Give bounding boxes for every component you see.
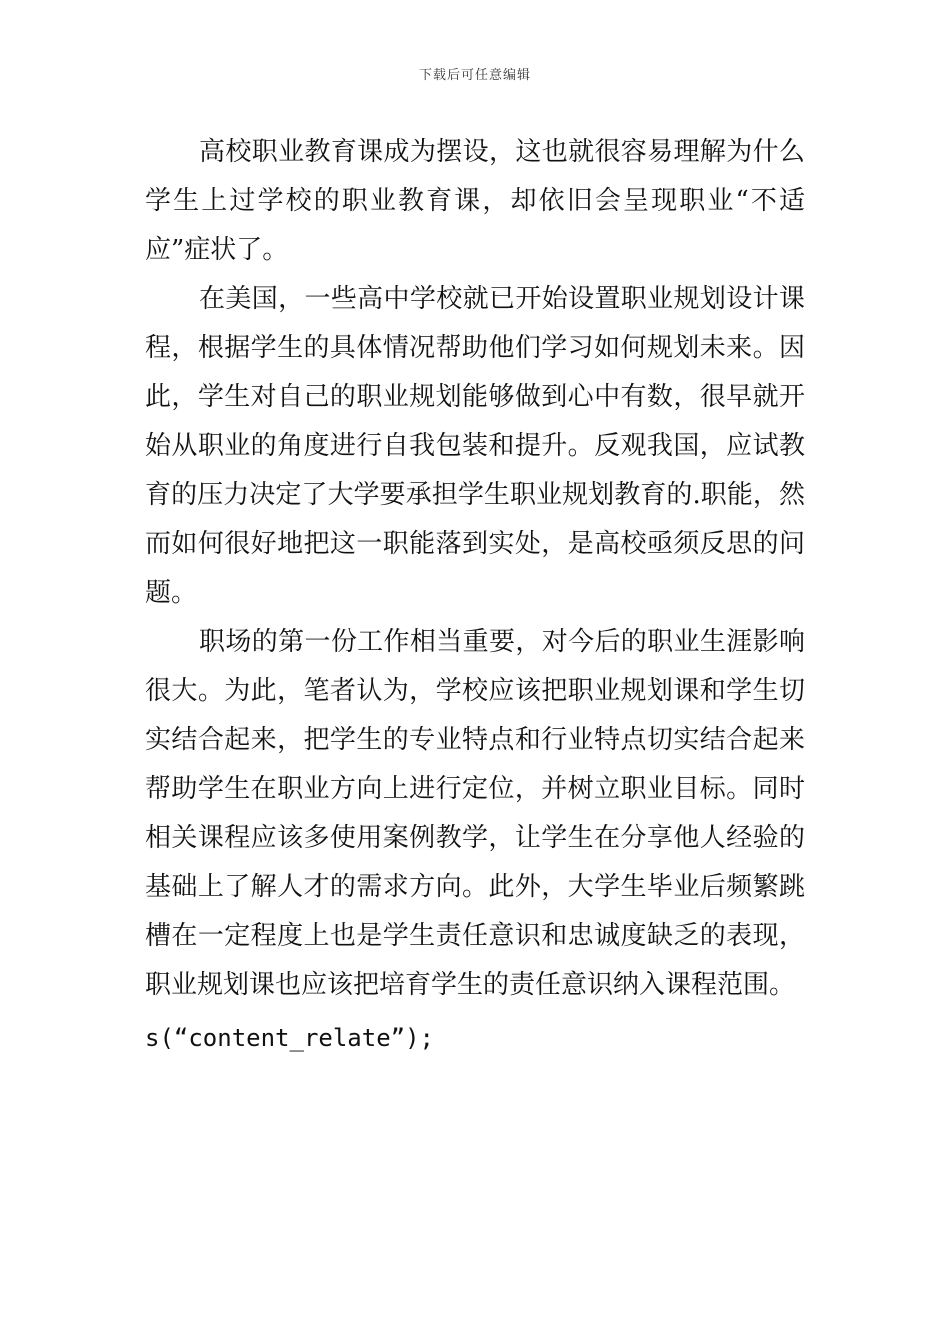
paragraph-line: 始从职业的角度进行自我包装和提升。反观我国，应试教 — [145, 431, 805, 461]
paragraph-line: 高校职业教育课成为摆设，这也就很容易理解为什么 — [199, 137, 805, 167]
paragraph-line: 应”症状了。 — [145, 235, 289, 265]
paragraph-line: 育的压力决定了大学要承担学生职业规划教育的.职能，然 — [145, 480, 805, 510]
paragraph-line: 而如何很好地把这一职能落到实处，是高校亟须反思的问 — [145, 529, 805, 559]
paragraph-line: 职业规划课也应该把培育学生的责任意识纳入课程范围。 — [145, 970, 796, 1000]
paragraph-line: 此，学生对自己的职业规划能够做到心中有数，很早就开 — [145, 382, 805, 412]
paragraph-line: 学生上过学校的职业教育课，却依旧会呈现职业“不适 — [145, 186, 805, 216]
body-text — [145, 128, 805, 1063]
paragraph-line: 在美国，一些高中学校就已开始设置职业规划设计课 — [199, 284, 805, 314]
paragraph-line: 题。 — [145, 578, 198, 608]
paragraph-line: 相关课程应该多使用案例教学，让学生在分享他人经验的 — [145, 823, 805, 853]
paragraph-line: 程，根据学生的具体情况帮助他们学习如何规划未来。因 — [145, 333, 805, 363]
paragraph-line: 很大。为此，笔者认为，学校应该把职业规划课和学生切 — [145, 676, 805, 706]
paragraph-line: 职场的第一份工作相当重要，对今后的职业生涯影响 — [199, 627, 805, 657]
paragraph-2 — [145, 275, 805, 618]
paragraph-line: 槽在一定程度上也是学生责任意识和忠诚度缺乏的表现， — [145, 921, 805, 951]
code-snippet-line: s(“content_relate”); — [145, 1024, 434, 1052]
paragraph-line: 基础上了解人才的需求方向。此外，大学生毕业后频繁跳 — [145, 872, 805, 902]
paragraph-line: 实结合起来，把学生的专业特点和行业特点切实结合起来 — [145, 725, 805, 755]
paragraph-line: 帮助学生在职业方向上进行定位，并树立职业目标。同时 — [145, 774, 805, 804]
paragraph-1 — [145, 128, 805, 275]
paragraph-3 — [145, 618, 805, 1010]
page-header: 下载后可任意编辑 — [418, 68, 531, 83]
